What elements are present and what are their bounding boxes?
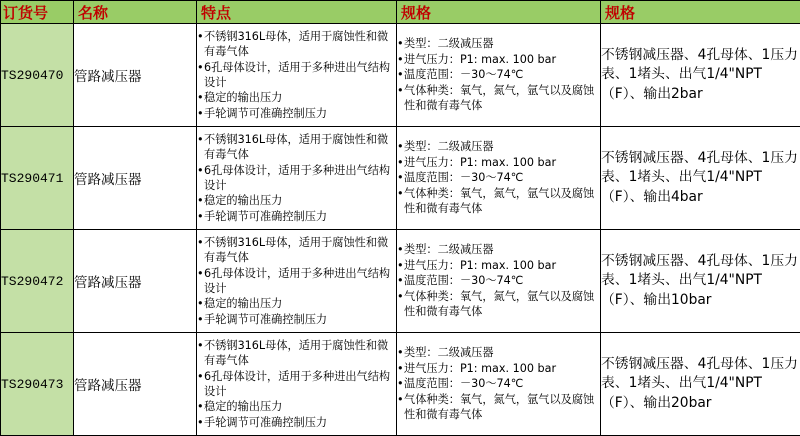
feature-item: • 手轮调节可准确控制压力 — [197, 312, 396, 327]
spec-cell — [397, 230, 601, 333]
spec-cell — [397, 24, 601, 127]
product-name-cell: 管路减压器 — [74, 127, 197, 230]
features-cell — [197, 333, 397, 436]
spec-item: • 温度范围：－30～74℃ — [397, 273, 600, 288]
spec-item: • 气体种类：氧气，氮气，氩气以及腐蚀性和微有毒气体 — [397, 289, 600, 320]
spec-item: • 进气压力：P1: max. 100 bar — [397, 258, 600, 273]
table-row — [1, 24, 800, 127]
spec-summary-cell: 不锈钢减压器、4孔母体、1压力表、1堵头、出气1/4"NPT（F）、输出10bar — [601, 230, 800, 333]
spec-item: • 类型：二级减压器 — [397, 242, 600, 257]
feature-item: • 6孔母体设计，适用于多种进出气结构设计 — [197, 163, 396, 194]
product-name-cell: 管路减压器 — [74, 230, 197, 333]
feature-item: • 6孔母体设计，适用于多种进出气结构设计 — [197, 266, 396, 297]
header-spec-2: 规格 — [601, 1, 800, 24]
spec-item: • 气体种类：氧气，氮气，氩气以及腐蚀性和微有毒气体 — [397, 83, 600, 114]
feature-item: • 6孔母体设计，适用于多种进出气结构设计 — [197, 369, 396, 400]
spec-item: • 类型：二级减压器 — [397, 345, 600, 360]
spec-item: • 类型：二级减压器 — [397, 139, 600, 154]
feature-item: • 手轮调节可准确控制压力 — [197, 415, 396, 430]
feature-item: • 不锈钢316L母体，适用于腐蚀性和微有毒气体 — [197, 29, 396, 60]
spec-cell — [397, 333, 601, 436]
header-order-number: 订货号 — [1, 1, 74, 24]
order-number-cell: TS290470 — [1, 24, 74, 127]
spec-cell — [397, 127, 601, 230]
spec-item: • 温度范围：－30～74℃ — [397, 67, 600, 82]
header-name: 名称 — [74, 1, 197, 24]
table-row — [1, 127, 800, 230]
product-name-cell: 管路减压器 — [74, 24, 197, 127]
header-row — [1, 1, 800, 24]
spec-item: • 进气压力：P1: max. 100 bar — [397, 361, 600, 376]
feature-item: • 稳定的输出压力 — [197, 90, 396, 105]
feature-item: • 手轮调节可准确控制压力 — [197, 106, 396, 121]
feature-item: • 6孔母体设计，适用于多种进出气结构设计 — [197, 60, 396, 91]
table-row — [1, 230, 800, 333]
header-spec: 规格 — [397, 1, 601, 24]
spec-item: • 温度范围：－30～74℃ — [397, 376, 600, 391]
order-number-cell: TS290472 — [1, 230, 74, 333]
feature-item: • 不锈钢316L母体，适用于腐蚀性和微有毒气体 — [197, 338, 396, 369]
features-cell — [197, 127, 397, 230]
header-features: 特点 — [197, 1, 397, 24]
spec-summary-cell: 不锈钢减压器、4孔母体、1压力表、1堵头、出气1/4"NPT（F）、输出4bar — [601, 127, 800, 230]
spec-item: • 进气压力：P1: max. 100 bar — [397, 52, 600, 67]
spec-summary-cell: 不锈钢减压器、4孔母体、1压力表、1堵头、出气1/4"NPT（F）、输出20bar — [601, 333, 800, 436]
spec-summary-cell: 不锈钢减压器、4孔母体、1压力表、1堵头、出气1/4"NPT（F）、输出2bar — [601, 24, 800, 127]
spec-item: • 气体种类：氧气，氮气，氩气以及腐蚀性和微有毒气体 — [397, 392, 600, 423]
feature-item: • 稳定的输出压力 — [197, 296, 396, 311]
feature-item: • 手轮调节可准确控制压力 — [197, 209, 396, 224]
feature-item: • 稳定的输出压力 — [197, 193, 396, 208]
spec-item: • 气体种类：氧气，氮气，氩气以及腐蚀性和微有毒气体 — [397, 186, 600, 217]
features-cell — [197, 230, 397, 333]
spec-item: • 温度范围：－30～74℃ — [397, 170, 600, 185]
product-name-cell: 管路减压器 — [74, 333, 197, 436]
feature-item: • 不锈钢316L母体，适用于腐蚀性和微有毒气体 — [197, 132, 396, 163]
feature-item: • 不锈钢316L母体，适用于腐蚀性和微有毒气体 — [197, 235, 396, 266]
order-number-cell: TS290473 — [1, 333, 74, 436]
table-row — [1, 333, 800, 436]
feature-item: • 稳定的输出压力 — [197, 399, 396, 414]
features-cell — [197, 24, 397, 127]
order-number-cell: TS290471 — [1, 127, 74, 230]
spec-item: • 进气压力：P1: max. 100 bar — [397, 155, 600, 170]
spec-item: • 类型：二级减压器 — [397, 36, 600, 51]
